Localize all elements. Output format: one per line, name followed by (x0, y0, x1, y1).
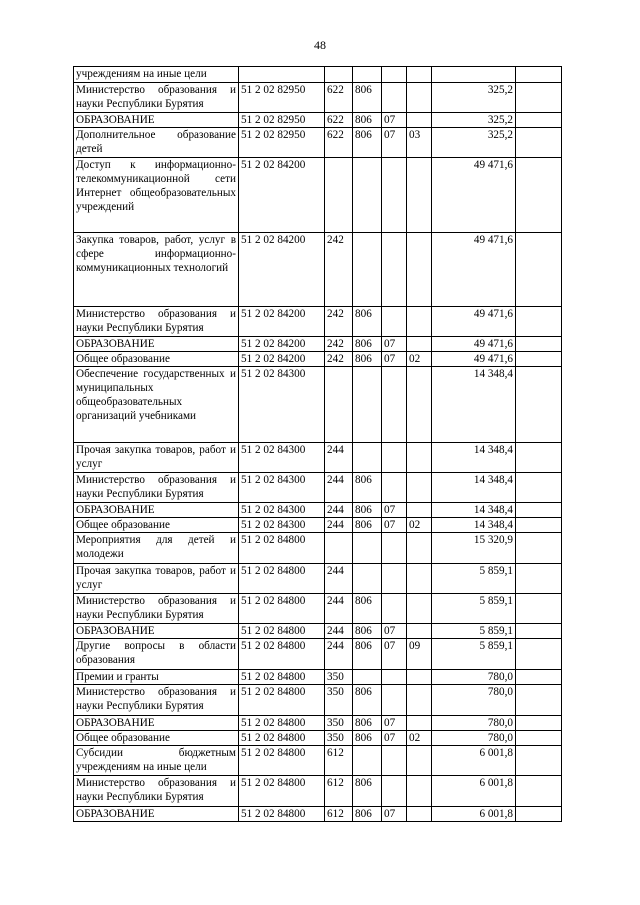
subsection-code-cell (407, 367, 432, 443)
target-code-cell: 51 2 02 84200 (239, 158, 325, 233)
ministry-code-cell: 806 (353, 518, 382, 533)
empty-column-cell (516, 564, 562, 594)
ministry-code-cell (353, 443, 382, 473)
target-code-cell: 51 2 02 84800 (239, 746, 325, 776)
subsection-code-cell (407, 716, 432, 731)
empty-column-cell (516, 685, 562, 716)
amount-cell: 14 348,4 (432, 473, 516, 503)
amount-cell: 780,0 (432, 670, 516, 685)
amount-cell: 5 859,1 (432, 639, 516, 670)
table-row (74, 233, 562, 307)
subsection-code-cell (407, 564, 432, 594)
item-name-cell: Общее образование (74, 731, 239, 746)
item-name-cell: Министерство образования и науки Республики Бурятия (74, 83, 239, 113)
expense-type-cell: 350 (325, 731, 353, 746)
ministry-code-cell: 806 (353, 113, 382, 128)
ministry-code-cell: 806 (353, 731, 382, 746)
target-code-cell: 51 2 02 84800 (239, 624, 325, 639)
amount-cell: 780,0 (432, 685, 516, 716)
section-code-cell: 07 (382, 807, 407, 822)
table-row (74, 594, 562, 624)
amount-cell: 14 348,4 (432, 367, 516, 443)
ministry-code-cell (353, 533, 382, 564)
empty-column-cell (516, 533, 562, 564)
target-code-cell: 51 2 02 84200 (239, 352, 325, 367)
target-code-cell (239, 67, 325, 83)
section-code-cell: 07 (382, 503, 407, 518)
section-code-cell: 07 (382, 624, 407, 639)
item-name-cell: Прочая закупка товаров, работ и услуг (74, 564, 239, 594)
item-name-cell: учреждениям на иные цели (74, 67, 239, 83)
target-code-cell: 51 2 02 84200 (239, 233, 325, 307)
target-code-cell: 51 2 02 84200 (239, 337, 325, 352)
expense-type-cell: 622 (325, 128, 353, 158)
item-name-cell: Доступ к информационно-телекоммуникационной сети Интернет общеобразовательных учреждений (74, 158, 239, 233)
subsection-code-cell (407, 83, 432, 113)
table-row (74, 731, 562, 746)
empty-column-cell (516, 639, 562, 670)
section-code-cell (382, 776, 407, 807)
item-name-cell: Мероприятия для детей и молодежи (74, 533, 239, 564)
amount-cell: 780,0 (432, 716, 516, 731)
item-name-cell: Прочая закупка товаров, работ и услуг (74, 443, 239, 473)
subsection-code-cell: 09 (407, 639, 432, 670)
expense-type-cell (325, 367, 353, 443)
subsection-code-cell (407, 624, 432, 639)
subsection-code-cell: 03 (407, 128, 432, 158)
amount-cell: 6 001,8 (432, 776, 516, 807)
budget-table (73, 66, 562, 822)
table-row (74, 83, 562, 113)
table-row (74, 670, 562, 685)
expense-type-cell: 612 (325, 807, 353, 822)
target-code-cell: 51 2 02 84300 (239, 367, 325, 443)
table-row (74, 443, 562, 473)
amount-cell: 49 471,6 (432, 307, 516, 337)
expense-type-cell: 242 (325, 233, 353, 307)
item-name-cell: Закупка товаров, работ, услуг в сфере информационно-коммуникационных технологий (74, 233, 239, 307)
section-code-cell: 07 (382, 731, 407, 746)
ministry-code-cell: 806 (353, 307, 382, 337)
item-name-cell: Общее образование (74, 518, 239, 533)
item-name-cell: ОБРАЗОВАНИЕ (74, 503, 239, 518)
target-code-cell: 51 2 02 84800 (239, 670, 325, 685)
section-code-cell (382, 307, 407, 337)
empty-column-cell (516, 113, 562, 128)
budget-table-body (74, 67, 562, 822)
subsection-code-cell: 02 (407, 518, 432, 533)
target-code-cell: 51 2 02 84300 (239, 473, 325, 503)
ministry-code-cell: 806 (353, 776, 382, 807)
table-row (74, 685, 562, 716)
amount-cell: 780,0 (432, 731, 516, 746)
section-code-cell (382, 233, 407, 307)
section-code-cell (382, 685, 407, 716)
target-code-cell: 51 2 02 84800 (239, 731, 325, 746)
table-row (74, 776, 562, 807)
section-code-cell (382, 670, 407, 685)
expense-type-cell: 244 (325, 518, 353, 533)
expense-type-cell: 622 (325, 113, 353, 128)
empty-column-cell (516, 473, 562, 503)
expense-type-cell: 244 (325, 624, 353, 639)
table-row (74, 352, 562, 367)
ministry-code-cell (353, 158, 382, 233)
table-row (74, 807, 562, 822)
expense-type-cell: 244 (325, 594, 353, 624)
section-code-cell (382, 746, 407, 776)
item-name-cell: ОБРАЗОВАНИЕ (74, 624, 239, 639)
empty-column-cell (516, 503, 562, 518)
ministry-code-cell: 806 (353, 624, 382, 639)
amount-cell: 49 471,6 (432, 158, 516, 233)
section-code-cell (382, 443, 407, 473)
ministry-code-cell: 806 (353, 128, 382, 158)
table-row (74, 128, 562, 158)
item-name-cell: Дополнительное образование детей (74, 128, 239, 158)
item-name-cell: Премии и гранты (74, 670, 239, 685)
section-code-cell: 07 (382, 337, 407, 352)
target-code-cell: 51 2 02 82950 (239, 83, 325, 113)
ministry-code-cell (353, 367, 382, 443)
amount-cell: 14 348,4 (432, 443, 516, 473)
item-name-cell: Субсидии бюджетным учреждениям на иные цели (74, 746, 239, 776)
target-code-cell: 51 2 02 84800 (239, 594, 325, 624)
subsection-code-cell (407, 685, 432, 716)
subsection-code-cell (407, 67, 432, 83)
table-row (74, 307, 562, 337)
section-code-cell: 07 (382, 113, 407, 128)
ministry-code-cell: 806 (353, 503, 382, 518)
ministry-code-cell (353, 67, 382, 83)
expense-type-cell: 244 (325, 564, 353, 594)
section-code-cell (382, 564, 407, 594)
ministry-code-cell: 806 (353, 83, 382, 113)
empty-column-cell (516, 128, 562, 158)
section-code-cell (382, 594, 407, 624)
table-row (74, 503, 562, 518)
subsection-code-cell (407, 158, 432, 233)
target-code-cell: 51 2 02 82950 (239, 128, 325, 158)
target-code-cell: 51 2 02 84800 (239, 807, 325, 822)
amount-cell: 49 471,6 (432, 337, 516, 352)
ministry-code-cell: 806 (353, 352, 382, 367)
item-name-cell: Министерство образования и науки Республики Бурятия (74, 307, 239, 337)
table-row (74, 158, 562, 233)
empty-column-cell (516, 337, 562, 352)
expense-type-cell: 350 (325, 716, 353, 731)
subsection-code-cell (407, 670, 432, 685)
expense-type-cell (325, 67, 353, 83)
section-code-cell (382, 158, 407, 233)
subsection-code-cell (407, 807, 432, 822)
target-code-cell: 51 2 02 82950 (239, 113, 325, 128)
expense-type-cell (325, 533, 353, 564)
item-name-cell: ОБРАЗОВАНИЕ (74, 807, 239, 822)
empty-column-cell (516, 233, 562, 307)
item-name-cell: Министерство образования и науки Республики Бурятия (74, 594, 239, 624)
section-code-cell: 07 (382, 352, 407, 367)
expense-type-cell (325, 158, 353, 233)
table-row (74, 746, 562, 776)
ministry-code-cell (353, 670, 382, 685)
ministry-code-cell: 806 (353, 473, 382, 503)
amount-cell: 5 859,1 (432, 564, 516, 594)
empty-column-cell (516, 307, 562, 337)
section-code-cell: 07 (382, 518, 407, 533)
subsection-code-cell (407, 473, 432, 503)
empty-column-cell (516, 716, 562, 731)
target-code-cell: 51 2 02 84200 (239, 307, 325, 337)
item-name-cell: Другие вопросы в области образования (74, 639, 239, 670)
item-name-cell: Обеспечение государственных и муниципальных общеобразовательных организаций учебниками (74, 367, 239, 443)
section-code-cell: 07 (382, 716, 407, 731)
section-code-cell: 07 (382, 128, 407, 158)
subsection-code-cell: 02 (407, 352, 432, 367)
expense-type-cell: 244 (325, 443, 353, 473)
amount-cell: 49 471,6 (432, 352, 516, 367)
subsection-code-cell (407, 307, 432, 337)
item-name-cell: ОБРАЗОВАНИЕ (74, 337, 239, 352)
empty-column-cell (516, 746, 562, 776)
amount-cell: 15 320,9 (432, 533, 516, 564)
amount-cell: 6 001,8 (432, 746, 516, 776)
target-code-cell: 51 2 02 84300 (239, 503, 325, 518)
ministry-code-cell: 806 (353, 685, 382, 716)
expense-type-cell: 612 (325, 776, 353, 807)
section-code-cell (382, 473, 407, 503)
expense-type-cell: 244 (325, 503, 353, 518)
subsection-code-cell: 02 (407, 731, 432, 746)
target-code-cell: 51 2 02 84800 (239, 533, 325, 564)
expense-type-cell: 244 (325, 473, 353, 503)
subsection-code-cell (407, 503, 432, 518)
empty-column-cell (516, 367, 562, 443)
subsection-code-cell (407, 776, 432, 807)
table-row (74, 564, 562, 594)
amount-cell: 325,2 (432, 83, 516, 113)
table-row (74, 473, 562, 503)
empty-column-cell (516, 518, 562, 533)
expense-type-cell: 350 (325, 670, 353, 685)
table-row (74, 367, 562, 443)
empty-column-cell (516, 731, 562, 746)
ministry-code-cell (353, 564, 382, 594)
expense-type-cell: 612 (325, 746, 353, 776)
expense-type-cell: 350 (325, 685, 353, 716)
empty-column-cell (516, 352, 562, 367)
expense-type-cell: 244 (325, 639, 353, 670)
subsection-code-cell (407, 594, 432, 624)
table-row (74, 716, 562, 731)
section-code-cell (382, 533, 407, 564)
expense-type-cell: 242 (325, 337, 353, 352)
expense-type-cell: 242 (325, 352, 353, 367)
subsection-code-cell (407, 113, 432, 128)
target-code-cell: 51 2 02 84800 (239, 685, 325, 716)
ministry-code-cell: 806 (353, 639, 382, 670)
section-code-cell: 07 (382, 639, 407, 670)
ministry-code-cell: 806 (353, 807, 382, 822)
subsection-code-cell (407, 233, 432, 307)
target-code-cell: 51 2 02 84800 (239, 639, 325, 670)
empty-column-cell (516, 83, 562, 113)
amount-cell: 5 859,1 (432, 594, 516, 624)
amount-cell: 5 859,1 (432, 624, 516, 639)
empty-column-cell (516, 624, 562, 639)
empty-column-cell (516, 776, 562, 807)
ministry-code-cell: 806 (353, 337, 382, 352)
empty-column-cell (516, 158, 562, 233)
subsection-code-cell (407, 443, 432, 473)
subsection-code-cell (407, 337, 432, 352)
table-row (74, 639, 562, 670)
target-code-cell: 51 2 02 84800 (239, 716, 325, 731)
ministry-code-cell (353, 746, 382, 776)
item-name-cell: ОБРАЗОВАНИЕ (74, 113, 239, 128)
amount-cell: 325,2 (432, 128, 516, 158)
expense-type-cell: 622 (325, 83, 353, 113)
table-row (74, 67, 562, 83)
ministry-code-cell (353, 233, 382, 307)
subsection-code-cell (407, 533, 432, 564)
empty-column-cell (516, 807, 562, 822)
ministry-code-cell: 806 (353, 716, 382, 731)
amount-cell: 325,2 (432, 113, 516, 128)
empty-column-cell (516, 670, 562, 685)
target-code-cell: 51 2 02 84300 (239, 518, 325, 533)
subsection-code-cell (407, 746, 432, 776)
item-name-cell: Министерство образования и науки Республики Бурятия (74, 685, 239, 716)
item-name-cell: ОБРАЗОВАНИЕ (74, 716, 239, 731)
table-row (74, 533, 562, 564)
target-code-cell: 51 2 02 84800 (239, 564, 325, 594)
amount-cell: 49 471,6 (432, 233, 516, 307)
empty-column-cell (516, 67, 562, 83)
table-row (74, 113, 562, 128)
amount-cell: 14 348,4 (432, 503, 516, 518)
item-name-cell: Министерство образования и науки Республики Бурятия (74, 473, 239, 503)
empty-column-cell (516, 594, 562, 624)
amount-cell (432, 67, 516, 83)
table-row (74, 624, 562, 639)
target-code-cell: 51 2 02 84300 (239, 443, 325, 473)
expense-type-cell: 242 (325, 307, 353, 337)
section-code-cell (382, 367, 407, 443)
amount-cell: 14 348,4 (432, 518, 516, 533)
target-code-cell: 51 2 02 84800 (239, 776, 325, 807)
item-name-cell: Министерство образования и науки Республики Бурятия (74, 776, 239, 807)
ministry-code-cell: 806 (353, 594, 382, 624)
empty-column-cell (516, 443, 562, 473)
section-code-cell (382, 67, 407, 83)
item-name-cell: Общее образование (74, 352, 239, 367)
section-code-cell (382, 83, 407, 113)
table-row (74, 337, 562, 352)
page-number: 48 (314, 38, 326, 52)
table-row (74, 518, 562, 533)
amount-cell: 6 001,8 (432, 807, 516, 822)
